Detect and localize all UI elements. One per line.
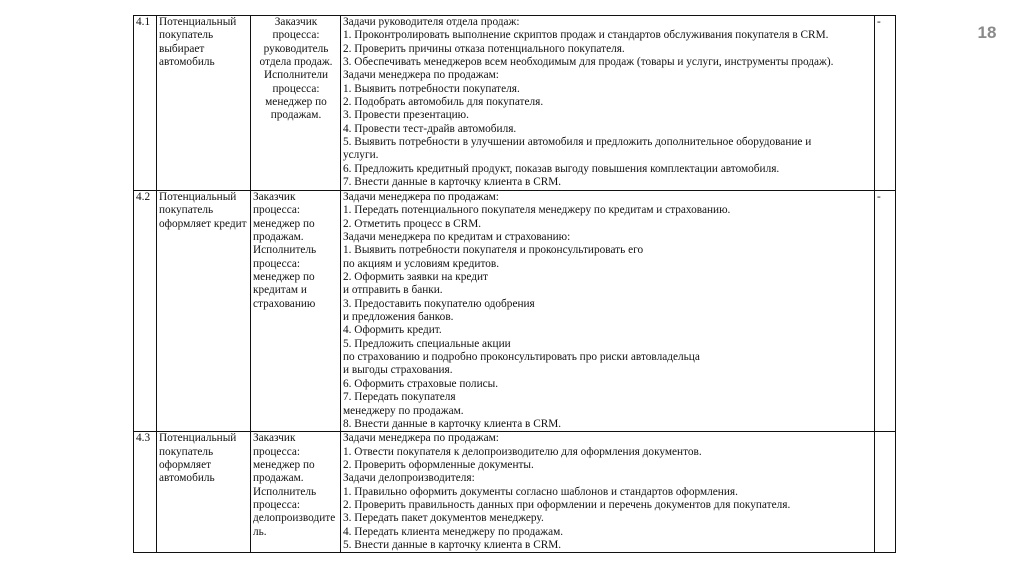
role-line: продажам. (253, 472, 304, 485)
role-line: процесса: (272, 82, 320, 95)
role-line: менеджер по (253, 271, 315, 284)
task-line: 5. Выявить потребности в улучшении автомобиля и предложить дополнительное оборудование и (343, 136, 812, 149)
step-name-cell: Потенциальный покупатель выбирает автомобиль (157, 16, 251, 191)
tasks-cell (341, 432, 875, 553)
task-line: 3. Обеспечивать менеджеров всем необходимым для продаж (товары и услуги, инструменты продаж). (343, 56, 834, 69)
role-line: отдела продаж. (259, 56, 333, 69)
task-line: 3. Передать пакет документов менеджеру. (343, 512, 544, 525)
step-number-cell: 4.2 (134, 191, 157, 432)
task-line: Задачи менеджера по кредитам и страхованию: (343, 231, 571, 244)
role-line: Заказчик (274, 16, 318, 28)
role-line: руководитель (263, 42, 329, 55)
role-line: процесса: (253, 204, 301, 217)
task-line: 1. Правильно оформить документы согласно шаблонов и стандартов оформления. (343, 485, 738, 498)
role-line: Заказчик (253, 432, 296, 445)
task-line: 3. Предоставить покупателю одобрения (343, 297, 535, 310)
task-line: 4. Оформить кредит. (343, 324, 442, 337)
role-line: кредитам и (253, 284, 307, 297)
tasks-cell (341, 191, 875, 432)
role-line: Исполнители (263, 69, 329, 82)
step-number-cell: 4.3 (134, 432, 157, 553)
role-line: делопроизводите (253, 512, 336, 525)
role-line: процесса: (253, 257, 301, 270)
task-line: 1. Проконтролировать выполнение скриптов продаж и стандартов обслуживания покупателя в CRM. (343, 29, 829, 42)
role-line: процесса: (253, 445, 301, 458)
task-line: 6. Предложить кредитный продукт, показав выгоду повышения комплектации автомобиля. (343, 162, 780, 175)
step-name-cell: Потенциальный покупатель оформляет кредит (157, 191, 251, 432)
task-line: и выгоды страхования. (343, 364, 453, 377)
task-line: 2. Проверить причины отказа потенциального покупателя. (343, 42, 625, 55)
role-line: менеджер по (253, 458, 315, 471)
task-line: 2. Отметить процесс в CRM. (343, 217, 482, 230)
role-line: процесса: (272, 29, 320, 42)
task-line: 3. Провести презентацию. (343, 109, 469, 122)
task-line: Задачи менеджера по продажам: (343, 69, 499, 82)
role-line: ль. (253, 525, 267, 538)
task-line: услуги. (343, 149, 379, 162)
task-line: и отправить в банки. (343, 284, 443, 297)
process-roles-cell (251, 191, 341, 432)
task-line: 1. Передать потенциального покупателя менеджеру по кредитам и страхованию. (343, 204, 731, 217)
process-roles-cell (251, 16, 341, 191)
process-table-body (134, 16, 896, 553)
task-line: 5. Внести данные в карточку клиента в CRM. (343, 538, 562, 551)
task-line: по страхованию и подробно проконсультировать про риски автовладельца (343, 351, 700, 364)
task-line: Задачи делопроизводителя: (343, 472, 475, 485)
role-line: Исполнитель (253, 244, 317, 257)
task-line: 7. Внести данные в карточку клиента в CRM. (343, 176, 562, 189)
role-line: продажам. (253, 231, 304, 244)
process-table (133, 15, 896, 553)
task-line: и предложения банков. (343, 311, 454, 324)
task-line: 4. Провести тест-драйв автомобиля. (343, 122, 517, 135)
task-line: 2. Проверить правильность данных при оформлении и перечень документов для покупателя. (343, 498, 791, 511)
note-cell (875, 432, 896, 553)
step-number-cell: 4.1 (134, 16, 157, 191)
role-line: продажам. (270, 109, 322, 122)
table-row (134, 432, 896, 553)
slide-page-number: 18 (977, 23, 997, 42)
role-line: процесса: (253, 498, 301, 511)
role-line: Заказчик (253, 191, 296, 203)
step-name-cell: Потенциальный покупатель оформляет автомобиль (157, 432, 251, 553)
task-line: 1. Отвести покупателя к делопроизводителю для оформления документов. (343, 445, 702, 458)
task-line: 2. Проверить оформленные документы. (343, 458, 534, 471)
task-line: 2. Оформить заявки на кредит (343, 271, 488, 284)
task-line: 5. Предложить специальные акции (343, 337, 511, 350)
role-line: страхованию (253, 297, 316, 310)
note-cell: - (875, 191, 896, 432)
task-line: 2. Подобрать автомобиль для покупателя. (343, 96, 544, 109)
task-line: 6. Оформить страховые полисы. (343, 377, 499, 390)
role-line: менеджер по (253, 217, 315, 230)
task-line: Задачи менеджера по продажам: (343, 191, 499, 203)
task-line: Задачи менеджера по продажам: (343, 432, 499, 445)
task-line: 1. Выявить потребности покупателя. (343, 82, 520, 95)
role-line: менеджер по (265, 96, 327, 109)
tasks-cell (341, 16, 875, 191)
process-roles-cell (251, 432, 341, 553)
table-row (134, 16, 896, 191)
task-line: Задачи руководителя отдела продаж: (343, 16, 520, 28)
task-line: 7. Передать покупателя (343, 391, 456, 404)
note-cell: - (875, 16, 896, 191)
task-line: 8. Внести данные в карточку клиента в CRM. (343, 417, 562, 430)
task-line: 4. Передать клиента менеджеру по продажам. (343, 525, 564, 538)
table-row (134, 191, 896, 432)
role-line: Исполнитель (253, 485, 317, 498)
task-line: по акциям и условиям кредитов. (343, 257, 500, 270)
task-line: 1. Выявить потребности покупателя и проконсультировать его (343, 244, 644, 257)
task-line: менеджеру по продажам. (343, 404, 464, 417)
